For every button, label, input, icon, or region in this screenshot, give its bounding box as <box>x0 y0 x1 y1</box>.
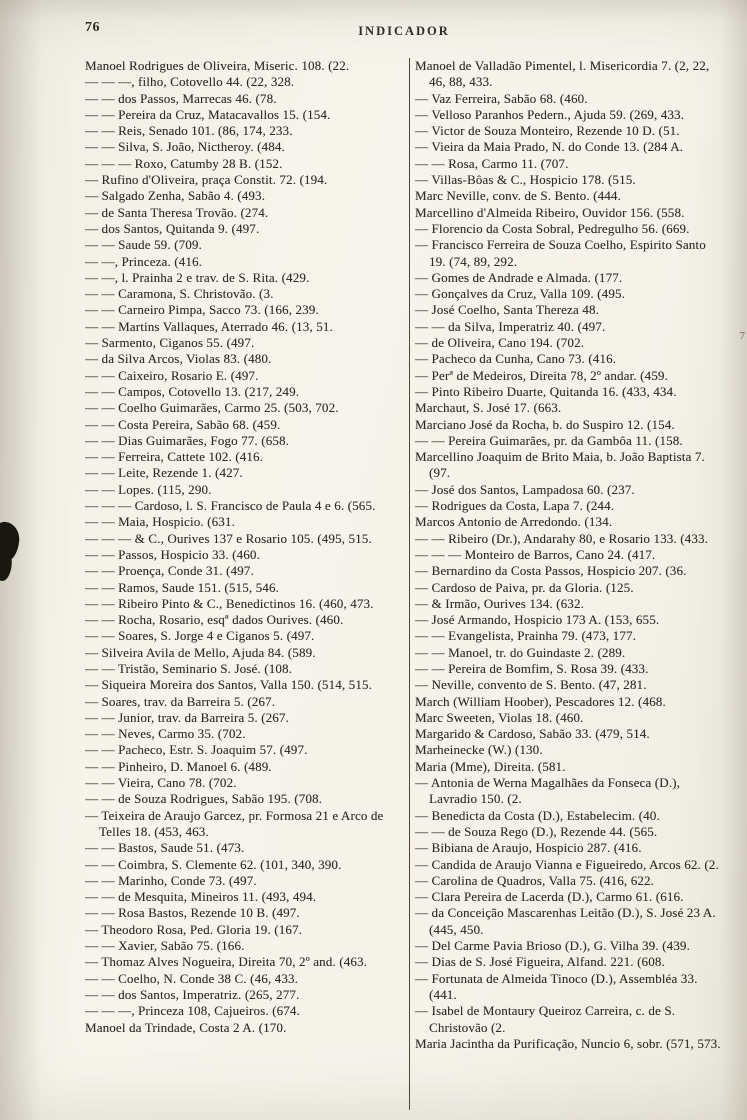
directory-entry: — Soares, trav. da Barreira 5. (267. <box>85 693 276 709</box>
directory-entry: — — Neves, Carmo 35. (702. <box>85 726 246 742</box>
directory-entry: Marcellino d'Almeida Ribeiro, Ouvidor 156. (558. <box>415 204 685 220</box>
directory-entry: Maria Jacintha da Purificação, Nuncio 6, sobr. (571, 573. <box>415 1035 721 1051</box>
page-number: 76 <box>85 20 100 35</box>
directory-entry: Marcos Antonio de Arredondo. (134. <box>415 514 613 530</box>
directory-entry: — — Rosa, Carmo 11. (707. <box>415 155 569 171</box>
directory-entry: — — Campos, Cotovello 13. (217, 249. <box>85 383 300 399</box>
directory-entry: — José Armando, Hospicio 173 A. (153, 655. <box>415 612 660 628</box>
directory-entry: — — Bastos, Saude 51. (473. <box>85 840 245 856</box>
directory-entry: Marcellino Joaquim de Brito Maia, b. João Baptista 7. (97. <box>415 449 705 481</box>
directory-entry: — Benedicta da Costa (D.), Estabelecim. (40. <box>415 807 660 823</box>
directory-entry: — dos Santos, Quitanda 9. (497. <box>85 220 260 236</box>
directory-entry: — Pinto Ribeiro Duarte, Quitanda 16. (433, 434. <box>415 383 677 399</box>
directory-entry: — —, Princeza. (416. <box>85 253 203 269</box>
directory-entry: — Bibiana de Araujo, Hospicio 287. (416. <box>415 840 642 856</box>
directory-entry: — — Junior, trav. da Barreira 5. (267. <box>85 709 289 725</box>
directory-entry: — Rufino d'Oliveira, praça Constit. 72. (194. <box>85 172 328 188</box>
directory-entry: — Sarmento, Ciganos 55. (497. <box>85 335 255 351</box>
directory-entry: — & Irmão, Ourives 134. (632. <box>415 595 584 611</box>
directory-entry: — — Carneiro Pimpa, Sacco 73. (166, 239. <box>85 302 319 318</box>
directory-column-right <box>410 58 724 1110</box>
directory-entry: — Dias de S. José Figueira, Alfand. 221. (608. <box>415 954 665 970</box>
directory-entry: — — Ribeiro (Dr.), Andarahy 80, e Rosario 133. (433. <box>415 530 709 546</box>
directory-entry: — — Rocha, Rosario, esqª dados Ourives. (460. <box>85 612 344 628</box>
directory-entry: — Teixeira de Araujo Garcez, pr. Formosa 21 e Arco de Telles 18. (453, 463. <box>85 807 384 839</box>
directory-entry: Manoel Rodrigues de Oliveira, Miseric. 108. (22. <box>85 58 350 73</box>
directory-entry: — — —, filho, Cotovello 44. (22, 328. <box>85 74 295 90</box>
directory-entry: — — da Silva, Imperatriz 40. (497. <box>415 318 606 334</box>
directory-entry: — Candida de Araujo Vianna e Figueiredo, Arcos 62. (2. <box>415 856 719 872</box>
directory-entry: — — Manoel, tr. do Guindaste 2. (289. <box>415 644 626 660</box>
page-title: INDICADOR <box>358 24 450 38</box>
directory-entry: — — Reis, Senado 101. (86, 174, 233. <box>85 123 293 139</box>
directory-entry: Marc Sweeten, Violas 18. (460. <box>415 709 584 725</box>
directory-entry: — Neville, convento de S. Bento. (47, 281. <box>415 677 647 693</box>
directory-entry: — Florencio da Costa Sobral, Pedregulho 56. (669. <box>415 220 690 236</box>
directory-entry: — Francisco Ferreira de Souza Coelho, Espirito Santo 19. (74, 89, 292. <box>415 237 706 269</box>
directory-entry: — — Costa Pereira, Sabão 68. (459. <box>85 416 281 432</box>
directory-entry: — — de Mesquita, Mineiros 11. (493, 494. <box>85 889 317 905</box>
directory-entry: — Del Carme Pavia Brioso (D.), G. Vilha 39. (439. <box>415 938 690 954</box>
directory-entry: — — Pereira de Bomfim, S. Rosa 39. (433. <box>415 660 649 676</box>
directory-entry: — Gonçalves da Cruz, Valla 109. (495. <box>415 286 626 302</box>
directory-entry: — Vaz Ferreira, Sabão 68. (460. <box>415 90 588 106</box>
directory-entry: — — Coelho Guimarães, Carmo 25. (503, 702. <box>85 400 339 416</box>
directory-entry: — — —, Princeza 108, Cajueiros. (674. <box>85 1003 300 1019</box>
directory-entry: — Velloso Paranhos Pedern., Ajuda 59. (269, 433. <box>415 106 685 122</box>
directory-entry: — — Leite, Rezende 1. (427. <box>85 465 243 481</box>
directory-entry: Marchaut, S. José 17. (663. <box>415 400 562 416</box>
directory-entry: — Clara Pereira de Lacerda (D.), Carmo 61. (616. <box>415 889 684 905</box>
directory-entry: — — Pereira Guimarães, pr. da Gambôa 11. (158. <box>415 432 683 448</box>
directory-entry: Manoel da Trindade, Costa 2 A. (170. <box>85 1019 287 1035</box>
directory-entry: — — Martins Vallaques, Aterrado 46. (13, 51. <box>85 318 333 334</box>
directory-entry: — — Soares, S. Jorge 4 e Ciganos 5. (497. <box>85 628 315 644</box>
directory-entry: — — Pinheiro, D. Manoel 6. (489. <box>85 758 272 774</box>
directory-entry: — de Oliveira, Cano 194. (702. <box>415 335 585 351</box>
directory-entry: — — Vieira, Cano 78. (702. <box>85 775 237 791</box>
directory-entry: — — — Monteiro de Barros, Cano 24. (417. <box>415 546 656 562</box>
directory-entry: — da Conceição Mascarenhas Leitão (D.), S. José 23 A. (445, 450. <box>415 905 716 937</box>
directory-entry: — — Ribeiro Pinto & C., Benedictinos 16. (460, 473. <box>85 595 374 611</box>
directory-entry: — José dos Santos, Lampadosa 60. (237. <box>415 481 635 497</box>
margin-mark-artifact: 7 <box>739 330 745 342</box>
directory-entry: — Pacheco da Cunha, Cano 73. (416. <box>415 351 617 367</box>
directory-entry: — Gomes de Andrade e Almada. (177. <box>415 269 623 285</box>
directory-entry: — — Saude 59. (709. <box>85 237 202 253</box>
directory-entry: — — dos Santos, Imperatriz. (265, 277. <box>85 986 300 1002</box>
directory-columns <box>85 58 725 1110</box>
directory-entry: — — — & C., Ourives 137 e Rosario 105. (495, 515. <box>85 530 372 546</box>
directory-entry: — — Silva, S. João, Nictheroy. (484. <box>85 139 285 155</box>
directory-entry: — — Caramona, S. Christovão. (3. <box>85 286 274 302</box>
directory-entry: — Salgado Zenha, Sabão 4. (493. <box>85 188 266 204</box>
directory-entry: Maria (Mme), Direita. (581. <box>415 758 566 774</box>
directory-entry: — Antonia de Werna Magalhães da Fonseca (D.), Lavradio 150. (2. <box>415 775 681 807</box>
directory-entry: — — Marinho, Conde 73. (497. <box>85 872 257 888</box>
directory-entry: Marheinecke (W.) (130. <box>415 742 543 758</box>
directory-entry: — — de Souza Rodrigues, Sabão 195. (708. <box>85 791 323 807</box>
directory-entry: — Cardoso de Paiva, pr. da Gloria. (125. <box>415 579 634 595</box>
directory-entry: — Bernardino da Costa Passos, Hospicio 207. (36. <box>415 563 687 579</box>
directory-entry: — Rodrigues da Costa, Lapa 7. (244. <box>415 498 615 514</box>
directory-entry: — — Rosa Bastos, Rezende 10 B. (497. <box>85 905 300 921</box>
page-header <box>85 20 723 40</box>
directory-entry: — Theodoro Rosa, Ped. Gloria 19. (167. <box>85 921 303 937</box>
directory-entry: — Siqueira Moreira dos Santos, Valla 150. (514, 515. <box>85 677 373 693</box>
directory-column-left <box>85 58 409 1110</box>
directory-entry: — — Coimbra, S. Clemente 62. (101, 340, 390. <box>85 856 342 872</box>
directory-entry: — — Coelho, N. Conde 38 C. (46, 433. <box>85 970 299 986</box>
directory-entry: — — Caixeiro, Rosario E. (497. <box>85 367 259 383</box>
directory-entry: — José Coelho, Santa Thereza 48. <box>415 302 599 318</box>
directory-entry: — — Pereira da Cruz, Matacavallos 15. (154. <box>85 106 331 122</box>
directory-entry: Manoel de Valladão Pimentel, l. Misericordia 7. (2, 22, 46, 88, 433. <box>415 58 710 90</box>
directory-entry: — Thomaz Alves Nogueira, Direita 70, 2º and. (463. <box>85 954 368 970</box>
directory-entry: Marc Neville, conv. de S. Bento. (444. <box>415 188 621 204</box>
directory-entry: — — Tristão, Seminario S. José. (108. <box>85 660 293 676</box>
directory-entry: — —, l. Prainha 2 e trav. de S. Rita. (429. <box>85 269 310 285</box>
directory-entry: — — Pacheco, Estr. S. Joaquim 57. (497. <box>85 742 308 758</box>
directory-entry: — — — Roxo, Catumby 28 B. (152. <box>85 155 283 171</box>
ink-blot-artifact <box>0 521 21 564</box>
directory-entry: — — Evangelista, Prainha 79. (473, 177. <box>415 628 637 644</box>
directory-entry: — — Passos, Hospicio 33. (460. <box>85 546 260 562</box>
directory-entry: — Vieira da Maia Prado, N. do Conde 13. (284 A. <box>415 139 684 155</box>
directory-entry: — — de Souza Rego (D.), Rezende 44. (565. <box>415 823 658 839</box>
directory-entry: — de Santa Theresa Trovão. (274. <box>85 204 269 220</box>
directory-entry: — Silveira Avila de Mello, Ajuda 84. (589. <box>85 644 316 660</box>
directory-entry: — da Silva Arcos, Violas 83. (480. <box>85 351 272 367</box>
directory-entry: — Isabel de Montaury Queiroz Carreira, c. de S. Christovão (2. <box>415 1003 676 1035</box>
directory-entry: — — dos Passos, Marrecas 46. (78. <box>85 90 277 106</box>
directory-entry: — — Maia, Hospicio. (631. <box>85 514 235 530</box>
directory-entry: — — Lopes. (115, 290. <box>85 481 212 497</box>
directory-entry: — Villas-Bôas & C., Hospicio 178. (515. <box>415 172 636 188</box>
directory-entry: — — — Cardoso, l. S. Francisco de Paula 4 e 6. (565. <box>85 498 376 514</box>
directory-entry: — — Dias Guimarães, Fogo 77. (658. <box>85 432 290 448</box>
directory-entry: — Victor de Souza Monteiro, Rezende 10 D. (51. <box>415 123 680 139</box>
directory-entry: — Carolina de Quadros, Valla 75. (416, 622. <box>415 872 655 888</box>
directory-entry: — — Ramos, Saude 151. (515, 546. <box>85 579 280 595</box>
directory-entry: March (William Hoober), Pescadores 12. (468. <box>415 693 666 709</box>
directory-entry: Marciano José da Rocha, b. do Suspiro 12. (154. <box>415 416 675 432</box>
directory-entry: — — Proença, Conde 31. (497. <box>85 563 254 579</box>
directory-entry: — — Xavier, Sabão 75. (166. <box>85 938 245 954</box>
directory-entry: — Perª de Medeiros, Direita 78, 2º andar. (459. <box>415 367 668 383</box>
directory-entry: Margarido & Cardoso, Sabão 33. (479, 514. <box>415 726 650 742</box>
directory-entry: — Fortunata de Almeida Tinoco (D.), Assembléa 33. (441. <box>415 970 698 1002</box>
directory-entry: — — Ferreira, Cattete 102. (416. <box>85 449 264 465</box>
